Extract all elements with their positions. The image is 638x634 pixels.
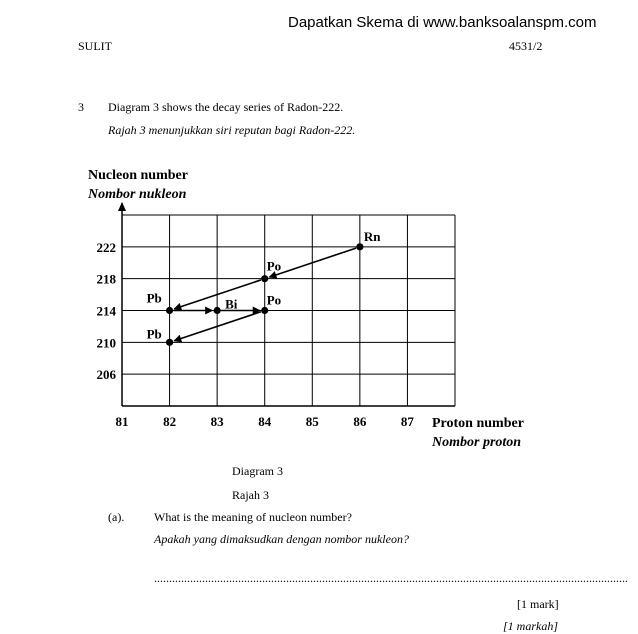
y-tick-label: 218: [96, 271, 116, 287]
header-left: SULIT: [78, 39, 112, 53]
question-text-en: Diagram 3 shows the decay series of Radon-222.: [108, 100, 344, 114]
point-label: Rn: [363, 228, 381, 244]
y-tick-label: 206: [96, 367, 116, 383]
caption-en: Diagram 3: [232, 464, 283, 478]
part-a-text-ms: Apakah yang dimaksudkan dengan nombor nukleon?: [154, 532, 409, 546]
marks-en: [1 mark]: [517, 597, 559, 611]
x-tick-label: 82: [163, 414, 177, 429]
marks-ms: [1 markah]: [503, 619, 559, 633]
y-axis-title-ms: Nombor nukleon: [88, 187, 187, 202]
chart-ticks: [97, 240, 415, 429]
x-tick-label: 84: [258, 414, 272, 429]
point-label: Bi: [225, 296, 238, 312]
data-point: [356, 243, 363, 250]
data-point: [166, 307, 173, 314]
caption-ms: Rajah 3: [232, 488, 269, 502]
chart-point-labels: [147, 229, 382, 342]
data-point: [214, 307, 221, 314]
point-label: Pb: [146, 326, 162, 342]
x-tick-label: 85: [305, 414, 319, 429]
part-a-text-en: What is the meaning of nucleon number?: [154, 510, 352, 524]
chart-axes: [118, 202, 455, 406]
point-label: Pb: [146, 290, 162, 306]
y-tick-label: 214: [96, 303, 116, 319]
y-tick-label: 222: [96, 239, 116, 255]
data-point: [166, 339, 173, 346]
point-label: Po: [266, 258, 282, 274]
source-banner: Dapatkan Skema di www.banksoalanspm.com: [288, 14, 597, 31]
data-point: [261, 307, 268, 314]
part-a-label: (a).: [108, 510, 125, 524]
x-tick-label: 83: [210, 414, 224, 429]
data-point: [261, 275, 268, 282]
x-axis-title-ms: Nombor proton: [432, 435, 522, 450]
question-number: 3: [78, 100, 84, 114]
x-tick-label: 87: [400, 414, 414, 429]
x-axis-title: Proton number: [432, 416, 524, 431]
x-tick-label: 86: [353, 414, 367, 429]
answer-line[interactable]: ..............................................................................................................................................................: [154, 571, 628, 585]
y-tick-label: 210: [96, 335, 116, 351]
question-text-ms: Rajah 3 menunjukkan siri reputan bagi Radon-222.: [108, 123, 356, 137]
header-right: 4531/2: [509, 39, 543, 53]
y-axis-title: Nucleon number: [88, 168, 188, 183]
x-tick-label: 81: [115, 414, 129, 429]
point-label: Po: [266, 292, 282, 308]
y-axis-arrowhead: [118, 202, 126, 211]
